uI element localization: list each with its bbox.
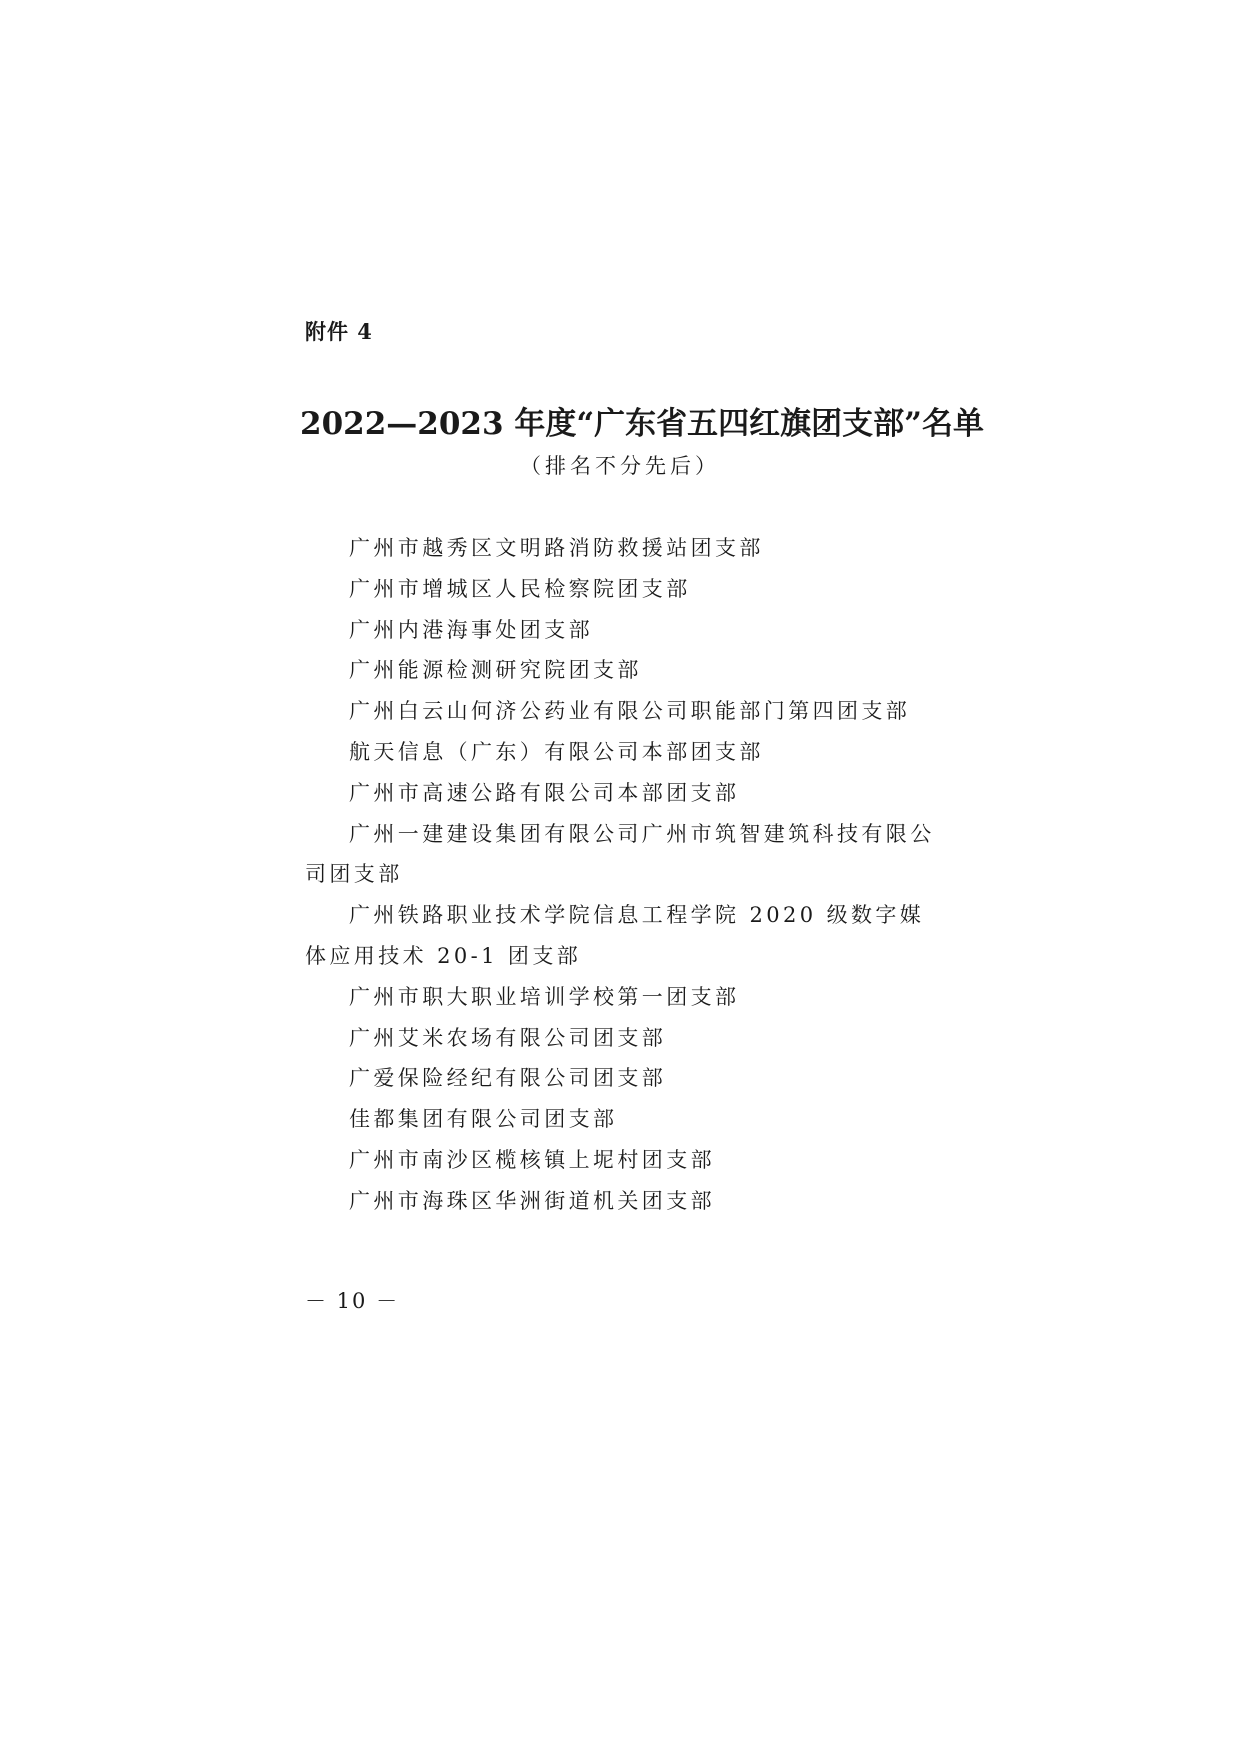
document-subtitle: （排名不分先后） bbox=[520, 454, 720, 478]
branch-list bbox=[305, 528, 945, 1222]
list-item: 广爱保险经纪有限公司团支部 bbox=[349, 1066, 667, 1091]
list-item: 广州能源检测研究院团支部 bbox=[349, 658, 642, 683]
page-number: － 10 － bbox=[305, 1289, 400, 1313]
list-item: 广州一建建设集团有限公司广州市筑智建筑科技有限公司团支部 bbox=[305, 821, 935, 887]
list-item: 广州市南沙区榄核镇上坭村团支部 bbox=[349, 1147, 715, 1172]
list-item: 佳都集团有限公司团支部 bbox=[349, 1107, 618, 1132]
list-item: 广州艾米农场有限公司团支部 bbox=[349, 1025, 667, 1050]
list-item: 广州市职大职业培训学校第一团支部 bbox=[349, 984, 740, 1009]
list-item: 广州白云山何济公药业有限公司职能部门第四团支部 bbox=[349, 699, 911, 724]
list-item: 广州市越秀区文明路消防救援站团支部 bbox=[349, 536, 764, 560]
list-item: 广州市增城区人民检察院团支部 bbox=[349, 576, 691, 601]
list-item: 航天信息（广东）有限公司本部团支部 bbox=[349, 739, 764, 764]
attachment-label: 附件 4 bbox=[305, 319, 373, 344]
list-item: 广州铁路职业技术学院信息工程学院 2020 级数字媒体应用技术 20-1 团支部 bbox=[305, 903, 925, 968]
list-item: 广州内港海事处团支部 bbox=[349, 617, 593, 642]
document-title: 2022—2023 年度“广东省五四红旗团支部”名单 bbox=[300, 406, 985, 442]
list-item: 广州市海珠区华洲街道机关团支部 bbox=[349, 1188, 715, 1213]
list-item: 广州市高速公路有限公司本部团支部 bbox=[349, 780, 740, 805]
